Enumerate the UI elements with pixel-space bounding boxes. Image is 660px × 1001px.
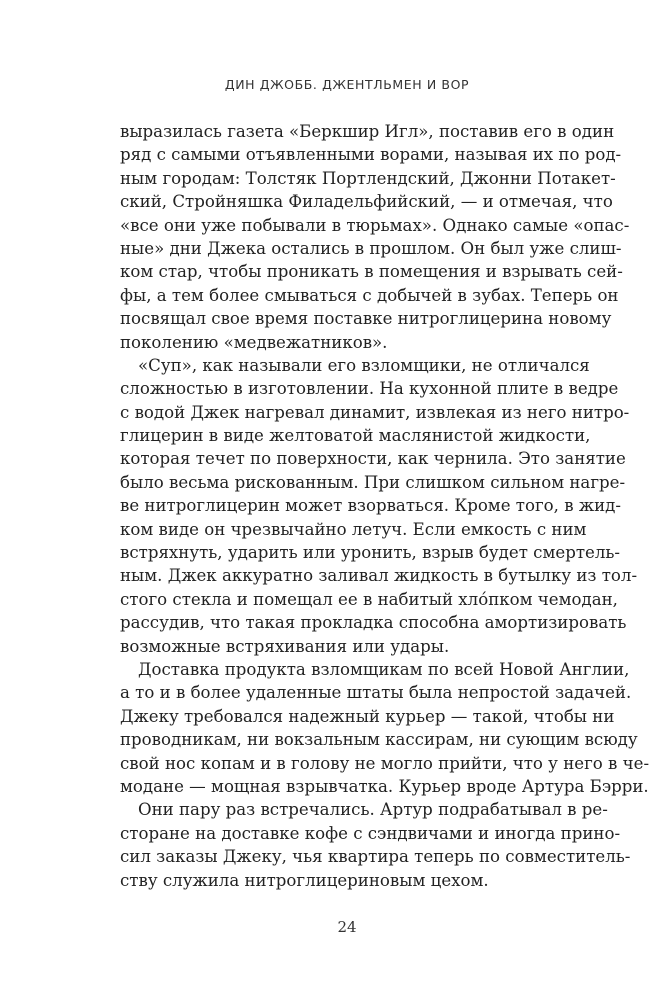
text-line: выразилась газета «Беркшир Игл», поставив его в один [120, 122, 615, 141]
text-line: Джеку требовался надежный курьер — такой, чтобы ни [120, 706, 615, 726]
paragraph-first-line: Доставка продукта взломщикам по всей Новой Англии, [138, 659, 630, 679]
text-line: модане — мощная взрывчатка. Курьер вроде Артура Бэрри. [120, 776, 649, 796]
text-line: которая течет по поверхности, как чернила. Это занятие [120, 449, 626, 469]
text-line: рассудив, что такая прокладка способна амортизировать [120, 613, 627, 633]
text-line: «все они уже побывали в тюрьмах». Однако самые «опас- [120, 215, 630, 235]
text-line: ком стар, чтобы проникать в помещения и взрывать сей- [120, 262, 623, 282]
paragraph-first-line: «Суп», как называли его взломщики, не отличался [138, 355, 590, 375]
text-line: проводникам, ни вокзальным кассирам, ни сующим всюду [120, 730, 638, 750]
paragraph-first-line: Они пару раз встречались. Артур подрабатывал в ре- [138, 800, 608, 820]
page-number: 24 [337, 918, 357, 936]
text-line: глицерин в виде желтоватой маслянистой жидкости, [120, 426, 591, 446]
text-line: ным городам: Толстяк Портлендский, Джонни Потакет- [120, 168, 616, 188]
text-line: а то и в более удаленные штаты была непростой задачей. [120, 683, 632, 703]
text-line: свой нос копам и в голову не могло прийти, что у него в че- [120, 753, 650, 773]
text-line: ные» дни Джека остались в прошлом. Он был уже слиш- [120, 238, 622, 258]
text-line: сил заказы Джеку, чья квартира теперь по совместитель- [120, 847, 631, 867]
text-line: ным. Джек аккуратно заливал жидкость в бутылку из тол- [120, 566, 638, 586]
running-head: ДИН ДЖОББ. ДЖЕНТЛЬМЕН И ВОР [224, 77, 470, 92]
text-line: с водой Джек нагревал динамит, извлекая из него нитро- [120, 402, 630, 422]
text-line: поколению «медвежатников». [120, 332, 388, 352]
text-line: ский, Стройняшка Филадельфийский, — и отмечая, что [120, 192, 613, 212]
text-line: посвящал свое время поставке нитроглицерина новому [120, 309, 612, 329]
text-line: ряд с самыми отъявленными ворами, называя их по род- [120, 145, 622, 165]
text-line: возможные встряхивания или удары. [120, 636, 450, 656]
text-line: сложностью в изготовлении. На кухонной плите в ведре [120, 379, 619, 399]
text-line: стого стекла и помещал ее в набитый хло́пком чемодан, [120, 589, 618, 609]
text-line: фы, а тем более смываться с добычей в зубах. Теперь он [120, 285, 619, 305]
text-line: ве нитроглицерин может взорваться. Кроме того, в жид- [120, 496, 621, 516]
body-text [120, 120, 650, 892]
text-line: встряхнуть, ударить или уронить, взрыв будет смертель- [120, 543, 621, 563]
text-line: сторане на доставке кофе с сэндвичами и иногда прино- [120, 823, 621, 843]
text-line: было весьма рискованным. При слишком сильном нагре- [120, 472, 626, 492]
text-line: ком виде он чрезвычайно летуч. Если емкость с ним [120, 519, 587, 539]
text-line: ству служила нитроглицериновым цехом. [120, 870, 489, 890]
